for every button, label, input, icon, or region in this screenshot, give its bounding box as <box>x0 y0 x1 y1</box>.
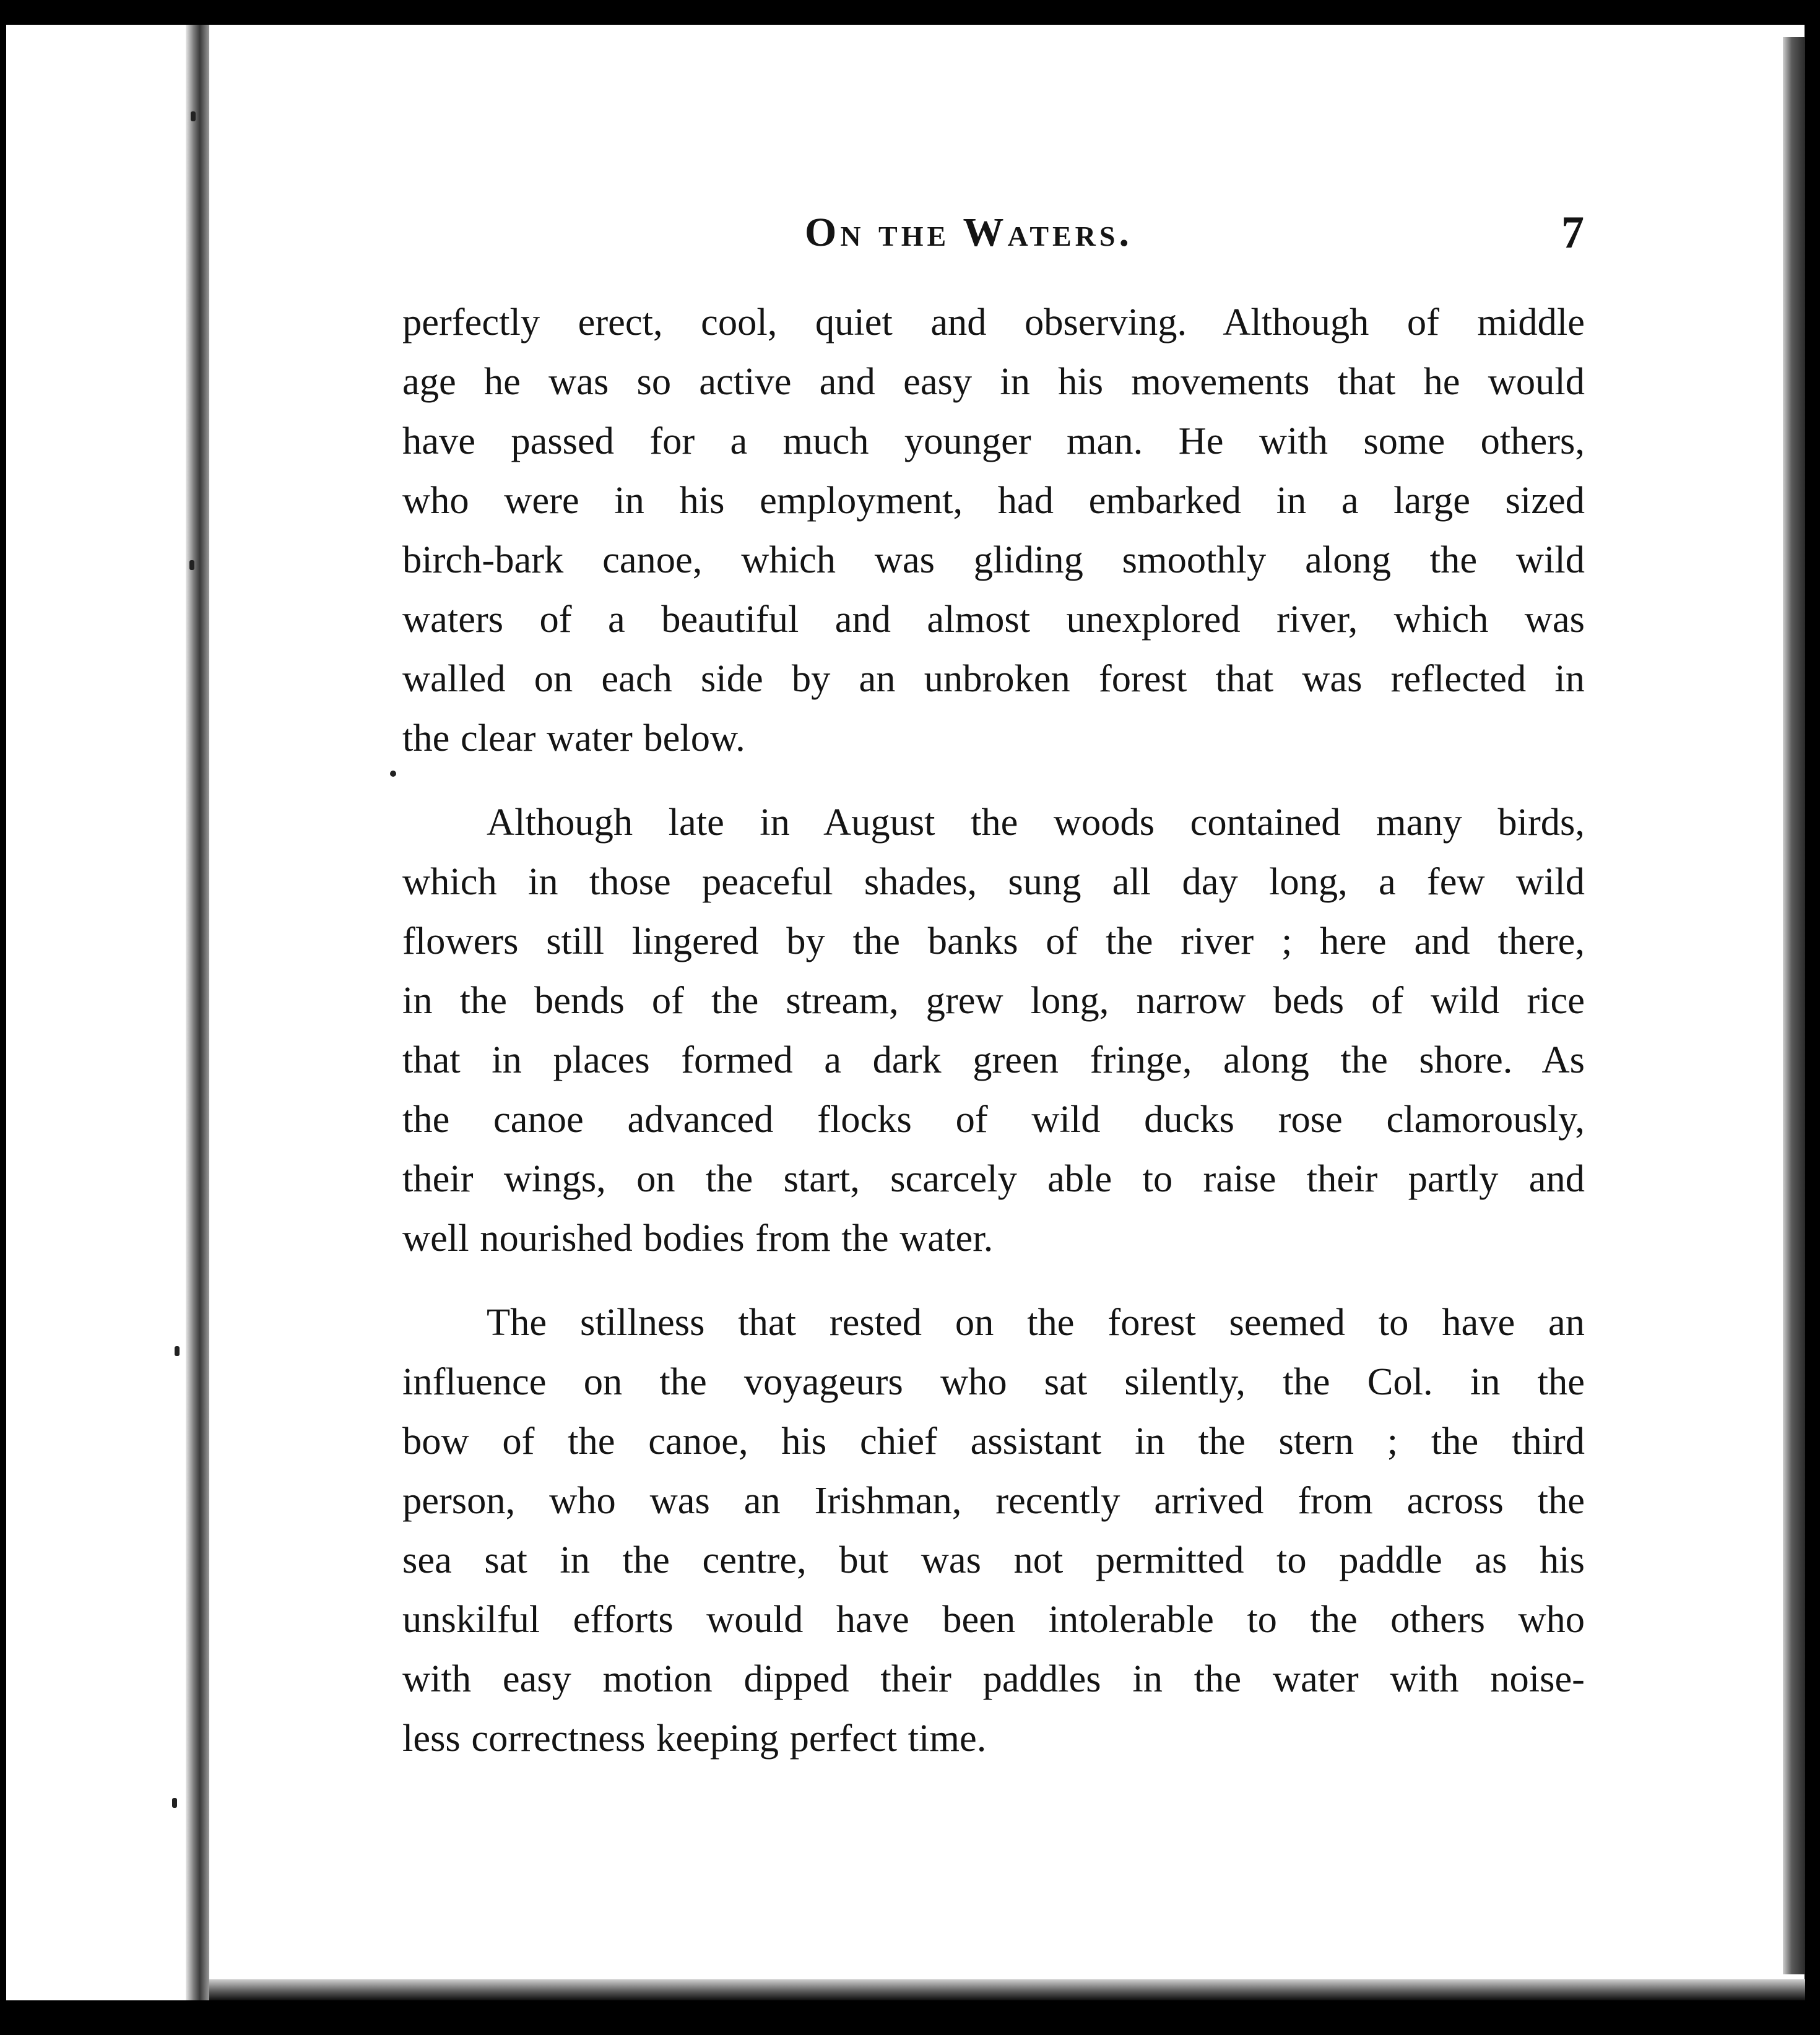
page-edge-right <box>1783 37 1805 1974</box>
text-line: in the bends of the stream, grew long, narrow beds of wild rice <box>402 979 1585 1022</box>
paragraph-3 <box>402 1292 1585 1768</box>
text-line: birch-bark canoe, which was gliding smoothly along the wild <box>402 538 1585 581</box>
body-text <box>402 292 1585 1768</box>
text-line: bow of the canoe, his chief assistant in the stern ; the third <box>402 1419 1585 1463</box>
text-line: Although late in August the woods contained many birds, <box>487 800 1585 844</box>
text-line: person, who was an Irishman, recently arrived from across the <box>402 1479 1585 1522</box>
text-line: walled on each side by an unbroken forest that was reflected in <box>402 657 1585 700</box>
text-line: waters of a beautiful and almost unexplored river, which was <box>402 597 1585 641</box>
text-line: their wings, on the start, scarcely able to raise their partly and <box>402 1157 1585 1200</box>
text-line: who were in his employment, had embarked in a large sized <box>402 478 1585 522</box>
text-line: the clear water below. <box>402 716 745 759</box>
text-line: the canoe advanced flocks of wild ducks rose clamorously, <box>402 1097 1585 1141</box>
text-line: sea sat in the centre, but was not permitted to paddle as his <box>402 1538 1585 1581</box>
scan-border-bottom <box>0 2000 1820 2035</box>
paragraph-2 <box>402 792 1585 1268</box>
page-number: 7 <box>1561 207 1584 258</box>
text-line: unskilful efforts would have been intolerable to the others who <box>402 1597 1585 1641</box>
page-edge-bottom <box>209 1979 1805 2000</box>
text-line: less correctness keeping perfect time. <box>402 1716 987 1760</box>
text-line: age he was so active and easy in his movements that he would <box>402 360 1585 403</box>
text-line: perfectly erect, cool, quiet and observing. Although of middle <box>402 300 1585 343</box>
text-line: influence on the voyageurs who sat silently, the Col. in the <box>402 1360 1585 1403</box>
text-line: that in places formed a dark green fringe, along the shore. As <box>402 1038 1585 1081</box>
paragraph-1 <box>402 292 1585 767</box>
text-line: flowers still lingered by the banks of the river ; here and there, <box>402 919 1585 962</box>
book-spine-shadow <box>186 25 209 2000</box>
text-line: which in those peaceful shades, sung all day long, a few wild <box>402 860 1585 903</box>
text-line: The stillness that rested on the forest seemed to have an <box>487 1300 1585 1344</box>
scan-border-top <box>0 0 1820 25</box>
scan-border-right <box>1805 0 1820 2035</box>
text-line: with easy motion dipped their paddles in the water with noise- <box>402 1657 1585 1700</box>
text-line: have passed for a much younger man. He with some others, <box>402 419 1585 462</box>
text-line: well nourished bodies from the water. <box>402 1216 994 1259</box>
running-head: On the Waters. <box>805 210 1133 255</box>
scan-border-left <box>0 0 6 2035</box>
